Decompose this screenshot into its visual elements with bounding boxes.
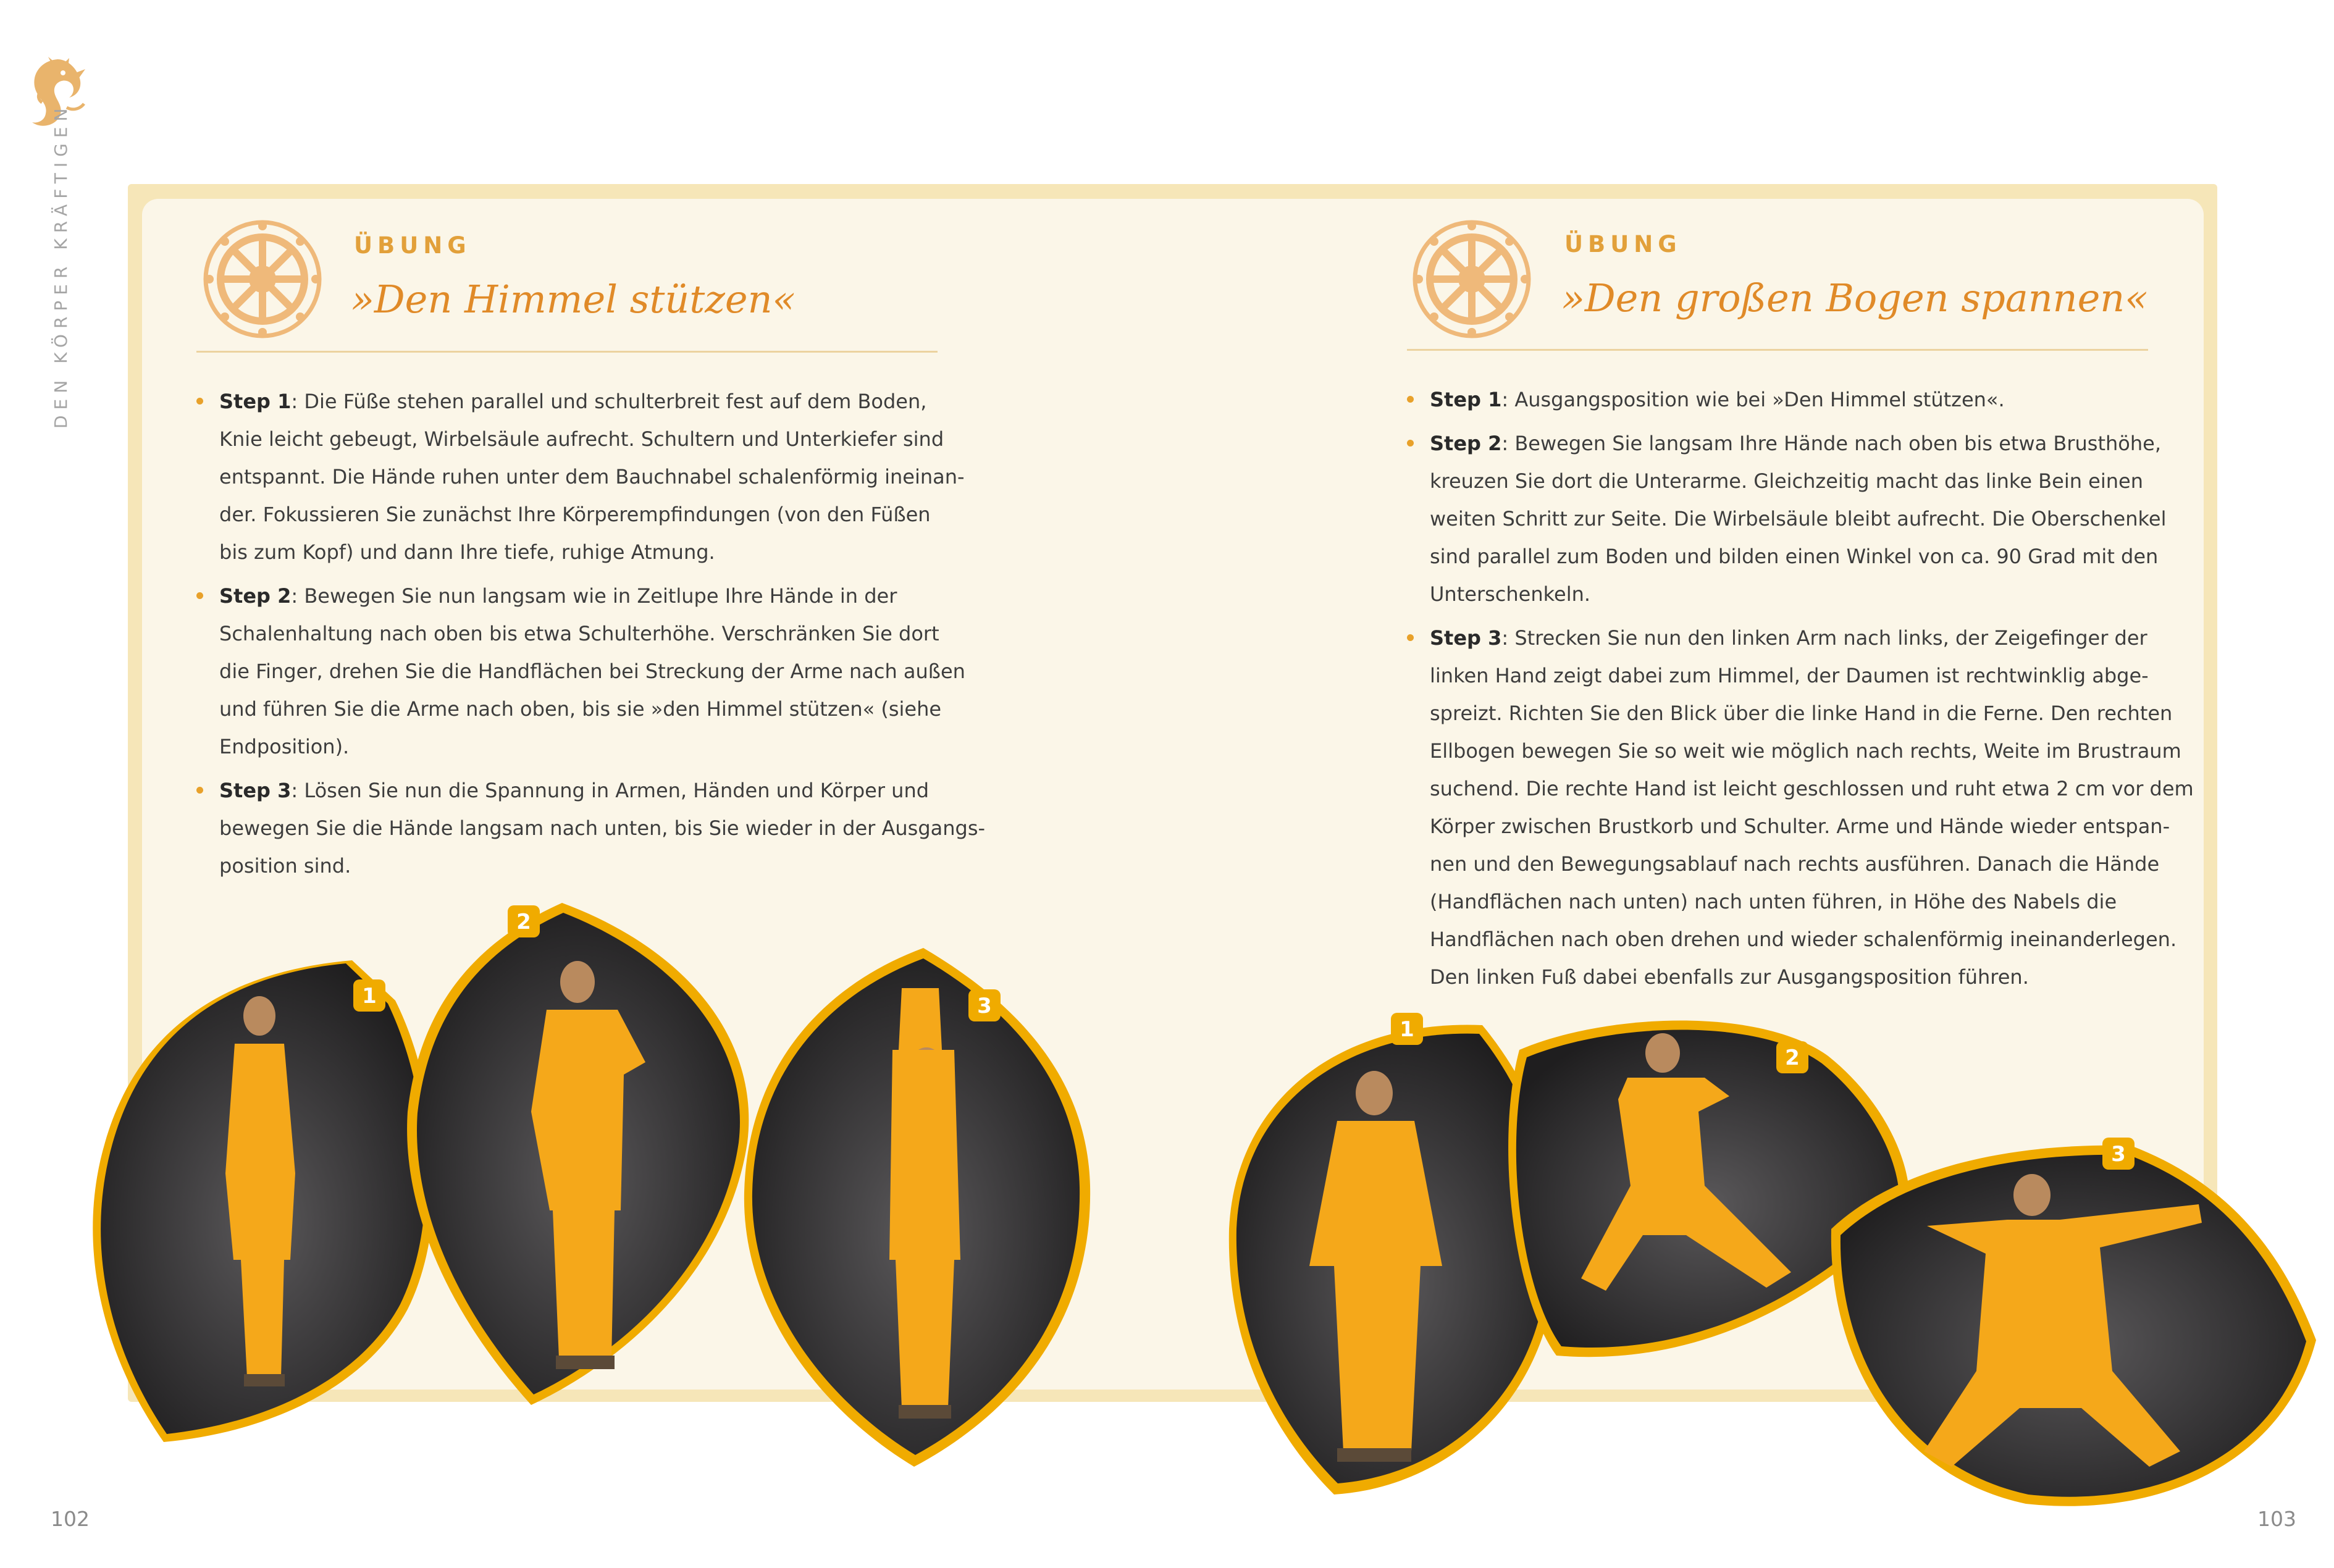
step-label: Step 2 [1430,432,1502,455]
photo-left-2 [407,903,749,1405]
photo-right-3 [1831,1146,2316,1506]
step-text: Den linken Fuß dabei ebenfalls zur Ausgangsposition führen. [1430,965,2029,989]
step-text: Endposition). [219,735,350,758]
photo-left-1 [93,960,434,1442]
step-text: Schalenhaltung nach oben bis etwa Schulterhöhe. Verschränken Sie dort [219,622,939,645]
step-text: Unterschenkeln. [1430,582,1591,606]
section-side-label: DEN KÖRPER KRÄFTIGEN [51,103,71,429]
photo-badge-left-1 [353,979,385,1012]
page-number-left: 102 [51,1507,90,1531]
badge-number: 2 [516,910,531,934]
step-text: position sind. [219,854,351,878]
step-text: bewegen Sie die Hände langsam nach unten, bis Sie wieder in der Ausgangs- [219,816,986,840]
photo-badge-right-3 [2102,1138,2135,1170]
step-text: Körper zwischen Brustkorb und Schulter. Arme und Hände wieder entspan- [1430,815,2170,838]
badge-number: 3 [2111,1142,2126,1167]
step-text: nen und den Bewegungsablauf nach rechts ausführen. Danach die Hände [1430,852,2160,876]
step-text: der. Fokussieren Sie zunächst Ihre Körperempfindungen (von den Füßen [219,503,931,526]
exercise-kicker: ÜBUNG [354,232,471,259]
exercise-kicker: ÜBUNG [1564,231,1682,258]
photo-badge-right-1 [1391,1013,1423,1045]
badge-number: 1 [362,984,377,1008]
badge-number: 3 [977,994,992,1018]
step-text: entspannt. Die Hände ruhen unter dem Bauchnabel schalenförmig ineinan- [219,465,965,488]
exercise-title: »Den Himmel stützen« [351,277,796,322]
step-text: : Bewegen Sie langsam Ihre Hände nach oben bis etwa Brusthöhe, [1501,432,2162,455]
step-text: : Ausgangsposition wie bei »Den Himmel stützen«. [1501,388,2005,411]
step-text: sind parallel zum Boden und bilden einen Winkel von ca. 90 Grad mit den [1430,545,2159,568]
photo-badge-left-3 [968,989,1001,1021]
step-text: : Bewegen Sie nun langsam wie in Zeitlupe Ihre Hände in der [291,584,897,608]
step-text: kreuzen Sie dort die Unterarme. Gleichzeitig macht das linke Bein einen [1430,469,2143,493]
step-text: spreizt. Richten Sie den Blick über die linke Hand in die Ferne. Den rechten [1430,702,2173,725]
step-text: linken Hand zeigt dabei zum Himmel, der Daumen ist rechtwinklig abge- [1430,664,2149,687]
step-text: Handflächen nach oben drehen und wieder schalenförmig ineinanderlegen. [1430,928,2177,951]
step-text: : Strecken Sie nun den linken Arm nach links, der Zeigefinger der [1501,626,2147,650]
badge-number: 1 [1400,1017,1414,1042]
step-text: : Lösen Sie nun die Spannung in Armen, Händen und Körper und [291,779,930,802]
photo-badge-left-2 [508,905,540,937]
badge-number: 2 [1785,1046,1800,1070]
step-label: Step 3 [1430,626,1502,650]
step-text: bis zum Kopf) und dann Ihre tiefe, ruhige Atmung. [219,540,715,564]
page-number-right: 103 [2257,1507,2296,1531]
step-label: Step 1 [219,390,292,413]
step-text: : Die Füße stehen parallel und schulterbreit fest auf dem Boden, [291,390,927,413]
exercise-title: »Den großen Bogen spannen« [1561,275,2149,321]
step-text: und führen Sie die Arme nach oben, bis sie »den Himmel stützen« (siehe [219,697,942,721]
step-text: die Finger, drehen Sie die Handflächen bei Streckung der Arme nach außen [219,660,965,683]
photo-left-3 [744,948,1090,1467]
step-text: Knie leicht gebeugt, Wirbelsäule aufrecht. Schultern und Unterkiefer sind [219,427,944,451]
step-text: weiten Schritt zur Seite. Die Wirbelsäule bleibt aufrecht. Die Oberschenkel [1430,507,2167,530]
step-text: (Handflächen nach unten) nach unten führen, in Höhe des Nabels die [1430,890,2117,913]
photo-badge-right-2 [1776,1041,1808,1073]
photo-right-1 [1229,1025,1559,1495]
step-label: Step 2 [219,584,292,608]
step-text: Ellbogen bewegen Sie so weit wie möglich nach rechts, Weite im Brustraum [1430,739,2181,763]
step-text: suchend. Die rechte Hand ist leicht geschlossen und ruht etwa 2 cm vor dem [1430,777,2194,800]
step-label: Step 3 [219,779,292,802]
step-label: Step 1 [1430,388,1502,411]
